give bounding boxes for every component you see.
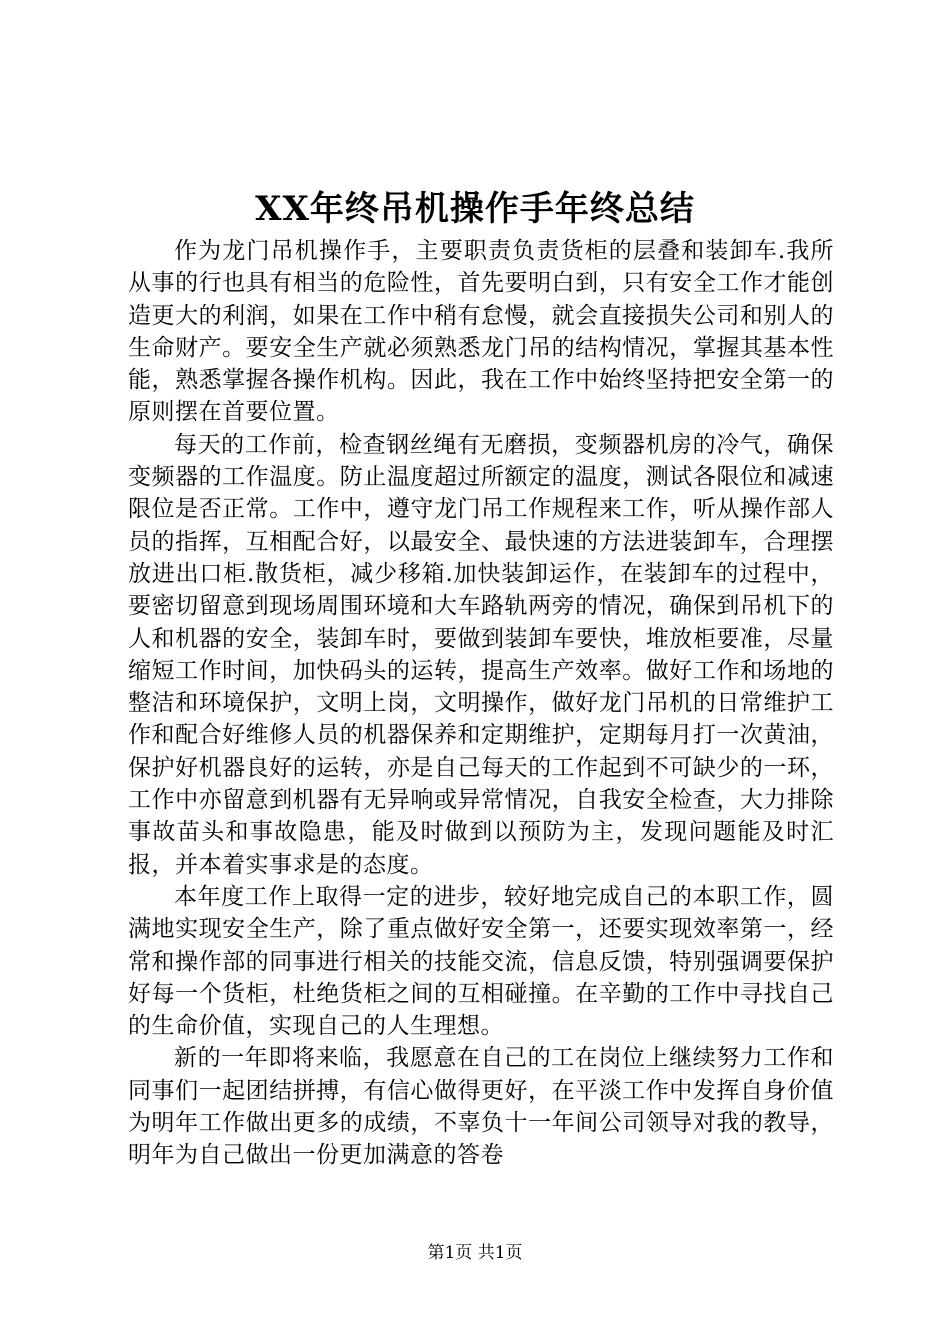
document-body (128, 235, 834, 1172)
paragraph-3: 本年度工作上取得一定的进步，较好地完成自己的本职工作，圆满地实现安全生产，除了重点做好安全第一，还要实现效率第一，经常和操作部的同事进行相关的技能交流，信息反馈，特别强调要保护好每一个货柜，杜绝货柜之间的互相碰撞。在辛勤的工作中寻找自己的生命价值，实现自己的人生理想。 (128, 883, 834, 1040)
paragraph-1: 作为龙门吊机操作手，主要职责负责货柜的层叠和装卸车.我所从事的行也具有相当的危险性，首先要明白到，只有安全工作才能创造更大的利润，如果在工作中稍有怠慢，就会直接损失公司和别人的生命财产。要安全生产就必须熟悉龙门吊的结构情况，掌握其基本性能，熟悉掌握各操作机构。因此，我在工作中始终坚持把安全第一的原则摆在首要位置。 (128, 238, 834, 426)
document-title: XX年终吊机操作手年终总结 (255, 189, 695, 229)
page-number-footer: 第1页 共1页 (427, 1243, 523, 1263)
paragraph-2: 每天的工作前，检查钢丝绳有无磨损，变频器机房的冷气，确保变频器的工作温度。防止温度超过所额定的温度，测试各限位和减速限位是否正常。工作中，遵守龙门吊工作规程来工作，听从操作部人员的指挥，互相配合好，以最安全、最快速的方法进装卸车，合理摆放进出口柜.散货柜，减少移箱.加快装卸运作，在装卸车的过程中，要密切留意到现场周围环境和大车路轨两旁的情况，确保到吊机下的人和机器的安全，装卸车时，要做到装卸车要快，堆放柜要准，尽量缩短工作时间，加快码头的运转，提高生产效率。做好工作和场地的整洁和环境保护，文明上岗，文明操作，做好龙门吊机的日常维护工作和配合好维修人员的机器保养和定期维护，定期每月打一次黄油，保护好机器良好的运转，亦是自己每天的工作起到不可缺少的一环，工作中亦留意到机器有无异响或异常情况，自我安全检查，大力排除事故苗头和事故隐患，能及时做到以预防为主，发现问题能及时汇报，并本着实事求是的态度。 (128, 431, 834, 878)
paragraph-4: 新的一年即将来临，我愿意在自己的工在岗位上继续努力工作和同事们一起团结拼搏，有信心做得更好，在平淡工作中发挥自身价值为明年工作做出更多的成绩，不辜负十一年间公司领导对我的教导，明年为自己做出一份更加满意的答卷 (128, 1045, 834, 1169)
